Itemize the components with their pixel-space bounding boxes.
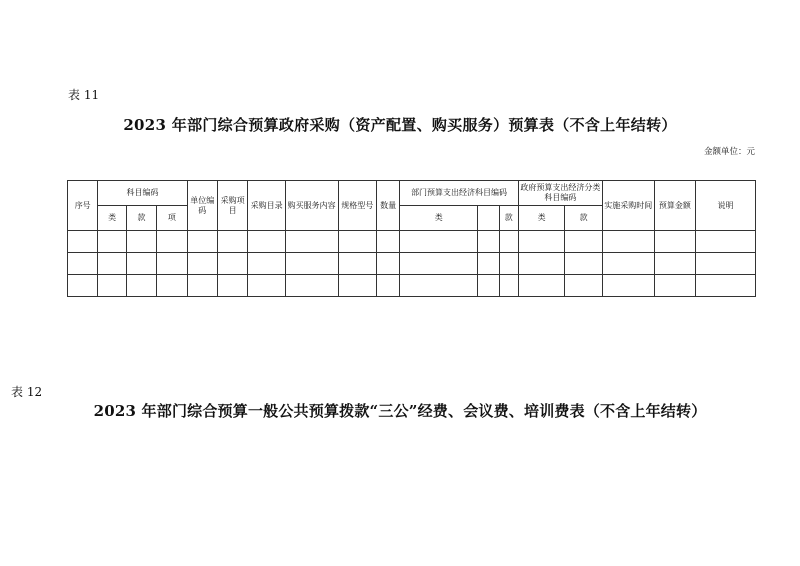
table-cell bbox=[98, 253, 126, 275]
table-cell bbox=[400, 253, 478, 275]
table-cell bbox=[377, 253, 400, 275]
table-cell bbox=[338, 275, 377, 297]
table-cell bbox=[126, 275, 156, 297]
table-cell bbox=[217, 231, 247, 253]
table11-unit: 金额单位：元 bbox=[703, 147, 755, 157]
table-cell bbox=[377, 275, 400, 297]
table-cell bbox=[565, 275, 602, 297]
table12-title: 2023 年部门综合预算一般公共预算拨款“三公”经费、会议费、培训费表（不含上年结转） bbox=[93, 402, 707, 420]
table-cell bbox=[565, 231, 602, 253]
table-cell bbox=[518, 275, 565, 297]
table-cell bbox=[499, 231, 518, 253]
table-cell bbox=[68, 253, 98, 275]
table-cell bbox=[248, 253, 285, 275]
table-cell bbox=[499, 253, 518, 275]
table-row bbox=[68, 231, 756, 253]
table-cell bbox=[602, 231, 654, 253]
table-cell bbox=[400, 275, 478, 297]
table-cell bbox=[518, 253, 565, 275]
table-cell bbox=[338, 253, 377, 275]
table-cell bbox=[187, 231, 217, 253]
table-cell bbox=[696, 253, 756, 275]
table11-label: 表 11 bbox=[68, 88, 100, 102]
table-cell bbox=[400, 231, 478, 253]
table-cell bbox=[338, 231, 377, 253]
table-cell bbox=[602, 253, 654, 275]
header-dept-blank bbox=[478, 206, 499, 231]
table-row bbox=[68, 253, 756, 275]
table-cell bbox=[98, 275, 126, 297]
table-cell bbox=[68, 231, 98, 253]
table-cell bbox=[98, 231, 126, 253]
table-cell bbox=[654, 231, 696, 253]
header-subject-code: 科目编码 bbox=[98, 181, 187, 206]
table-cell bbox=[217, 253, 247, 275]
header-service-content: 购买服务内容 bbox=[285, 181, 338, 231]
table-cell bbox=[654, 275, 696, 297]
table-cell bbox=[248, 275, 285, 297]
header-dept-lei: 类 bbox=[400, 206, 478, 231]
header-remark: 说明 bbox=[696, 181, 756, 231]
table-cell bbox=[187, 253, 217, 275]
table-cell bbox=[499, 275, 518, 297]
header-spec-model: 规格型号 bbox=[338, 181, 377, 231]
table-cell bbox=[68, 275, 98, 297]
header-purchase-item: 采购项目 bbox=[217, 181, 247, 231]
table-cell bbox=[478, 231, 499, 253]
table11-title: 2023 年部门综合预算政府采购（资产配置、购买服务）预算表（不含上年结转） bbox=[123, 116, 677, 134]
table-cell bbox=[217, 275, 247, 297]
header-subject-kuan: 款 bbox=[126, 206, 156, 231]
table-cell bbox=[602, 275, 654, 297]
table-cell bbox=[377, 231, 400, 253]
header-budget-amount: 预算金额 bbox=[654, 181, 696, 231]
table-row bbox=[68, 275, 756, 297]
table-body bbox=[68, 231, 756, 297]
table-cell bbox=[478, 253, 499, 275]
table-cell bbox=[654, 253, 696, 275]
header-purchase-catalog: 采购目录 bbox=[248, 181, 285, 231]
header-dept-econ-code: 部门预算支出经济科目编码 bbox=[400, 181, 519, 206]
table-cell bbox=[157, 253, 187, 275]
table-cell bbox=[285, 275, 338, 297]
header-dept-kuan: 款 bbox=[499, 206, 518, 231]
table-cell bbox=[285, 253, 338, 275]
table-cell bbox=[565, 253, 602, 275]
table-cell bbox=[126, 231, 156, 253]
header-subject-xiang: 项 bbox=[157, 206, 187, 231]
header-purchase-time: 实施采购时间 bbox=[602, 181, 654, 231]
header-gov-kuan: 款 bbox=[565, 206, 602, 231]
header-quantity: 数量 bbox=[377, 181, 400, 231]
header-unit-code: 单位编码 bbox=[187, 181, 217, 231]
table-cell bbox=[157, 231, 187, 253]
table-cell bbox=[187, 275, 217, 297]
table-cell bbox=[696, 231, 756, 253]
table-cell bbox=[478, 275, 499, 297]
header-seq: 序号 bbox=[68, 181, 98, 231]
header-gov-lei: 类 bbox=[518, 206, 565, 231]
table-cell bbox=[285, 231, 338, 253]
table-cell bbox=[248, 231, 285, 253]
header-gov-econ-code: 政府预算支出经济分类科目编码 bbox=[518, 181, 602, 206]
table-cell bbox=[518, 231, 565, 253]
procurement-budget-table bbox=[67, 180, 756, 297]
table12-label: 表 12 bbox=[11, 385, 43, 399]
table-cell bbox=[126, 253, 156, 275]
table-cell bbox=[696, 275, 756, 297]
table-cell bbox=[157, 275, 187, 297]
header-subject-lei: 类 bbox=[98, 206, 126, 231]
